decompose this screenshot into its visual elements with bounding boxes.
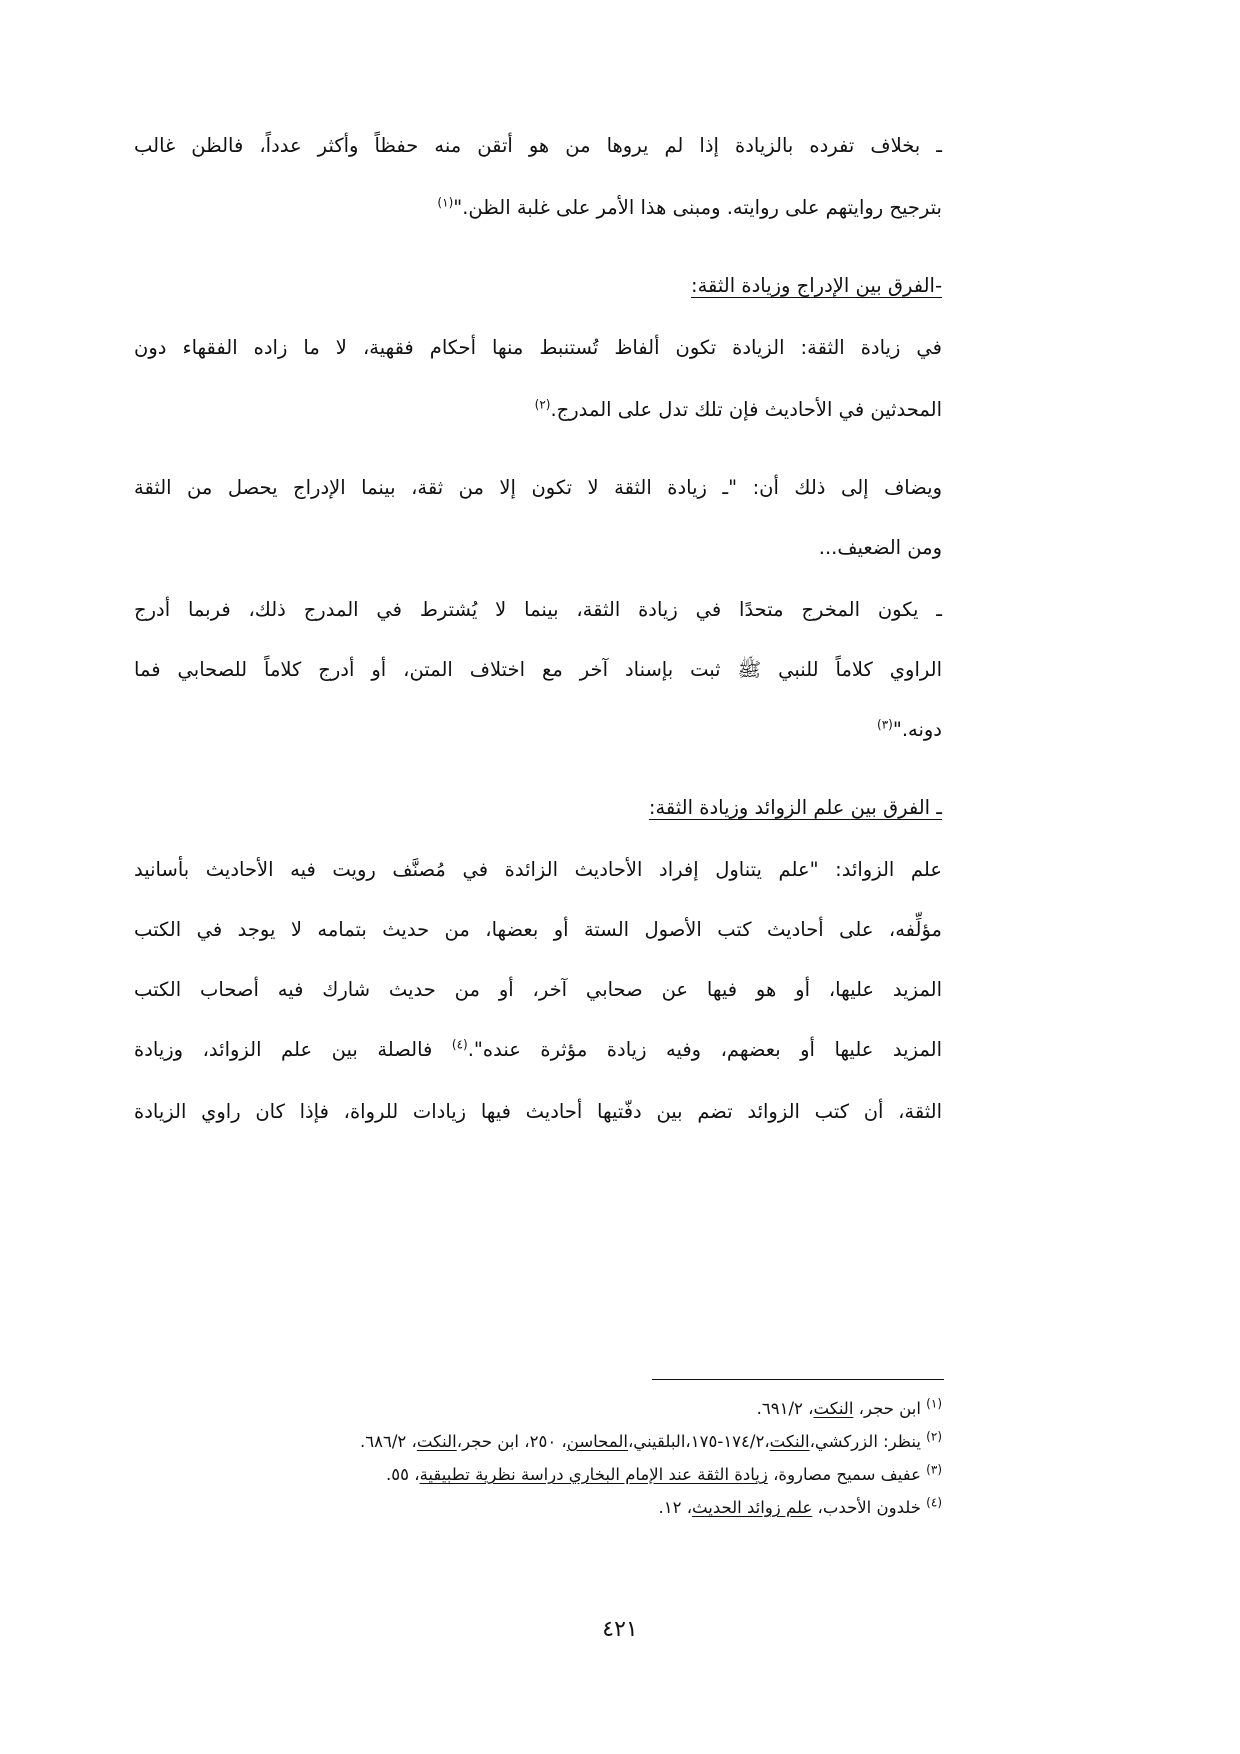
body-line [437,194,942,222]
section-heading: -الفرق بين الإدراج وزيادة الثقة: [691,274,942,297]
footnote-title: علم زوائد الحديث [692,1498,813,1517]
body-line: المزيد عليها، أو هو فيها عن صحابي آخر، أو من حديث شارك فيه أصحاب الكتب [134,978,942,1001]
body-line: الراوي كلاماً للنبي ﷺ ثبت بإسناد آخر مع اختلاف المتن، أو أدرج كلاماً للصحابي فما [134,658,942,681]
footnote-ref: (٣) [877,717,893,732]
body-text: فالصلة بين علم الزوائد، وزيادة [134,1038,452,1061]
footnote-title: النكت [813,1399,854,1418]
body-line [535,396,942,424]
footnote-ref: (١) [437,195,454,210]
footnote-text: ينظر: الزركشي، [809,1432,927,1451]
body-line: ويضاف إلى ذلك أن: "ـ زيادة الثقة لا تكون إلا من ثقة، بينما الإدراج يحصل من الثقة [134,476,942,499]
body-text: المحدثين في الأحاديث فإن تلك تدل على المدرج. [550,398,942,421]
footnote-text: ،١٧٤/٢-١٧٥،البلقيني، [627,1432,770,1451]
body-line: في زيادة الثقة: الزيادة تكون ألفاظ تُستنبط منها أحكام فقهية، لا ما زاده الفقهاء دون [134,336,942,359]
footnote-text: ابن حجر، [853,1399,927,1418]
footnote-title: النكت [769,1432,810,1451]
footnote-title: المحاسن [566,1432,628,1451]
footnote-text: ، ٦٩١/٢. [756,1399,814,1418]
body-line: علم الزوائد: "علم يتناول إفراد الأحاديث الزائدة في مُصنَّف رويت فيه الأحاديث بأسانيد [134,858,942,881]
section-heading: ـ الفرق بين علم الزوائد وزيادة الثقة: [648,796,942,819]
footnote-text: ، ٥٥. [386,1465,420,1484]
footnote-3 [386,1463,942,1487]
footnote-ref: (٢) [534,397,551,412]
body-line [134,1036,942,1064]
body-text: المزيد عليها أو بعضهم، وفيه زيادة مؤثرة عنده". [467,1038,942,1061]
footnote-2 [360,1430,942,1454]
body-line [877,716,942,744]
footnote-text: ، ٢٥٠، ابن حجر، [456,1432,567,1451]
body-line: مؤلِّفه، على أحاديث كتب الأصول الستة أو بعضها، من حديث بتمامه لا يوجد في الكتب [134,918,942,941]
footnote-separator [652,1379,944,1380]
footnote-text: عفيف سميح مصاروة، [767,1465,927,1484]
footnote-4 [658,1496,942,1520]
page-number: ٤٢١ [602,1617,638,1642]
footnote-number: (٣) [926,1462,942,1477]
footnote-number: (١) [926,1396,942,1411]
body-text: بترجيح روايتهم على روايته. ومبنى هذا الأمر على غلبة الظن." [453,196,942,219]
footnote-ref: (٤) [451,1037,468,1052]
body-line: الثقة، أن كتب الزوائد تضم بين دفّتيها أحاديث فيها زيادات للرواة، فإذا كان راوي الزيادة [134,1100,942,1123]
footnote-title: زيادة الثقة عند الإمام البخاري دراسة نظرية تطبيقية [419,1465,768,1484]
footnote-text: ، ٦٨٦/٢. [360,1432,417,1451]
footnote-1 [757,1397,942,1421]
footnote-number: (٤) [926,1495,942,1510]
body-line: ـ بخلاف تفرده بالزيادة إذا لم يروها من هو أتقن منه حفظاً وأكثر عدداً، فالظن غالب [134,134,942,157]
body-text: دونه." [892,718,942,741]
footnote-number: (٢) [926,1429,942,1444]
body-line: ومن الضعيف... [818,536,942,559]
footnote-text: خلدون الأحدب، [812,1498,927,1517]
footnote-text: ، ١٢. [658,1498,693,1517]
body-line: ـ يكون المخرج متحدًا في زيادة الثقة، بينما لا يُشترط في المدرج ذلك، فربما أدرج [134,598,942,621]
footnote-title: النكت [416,1432,457,1451]
